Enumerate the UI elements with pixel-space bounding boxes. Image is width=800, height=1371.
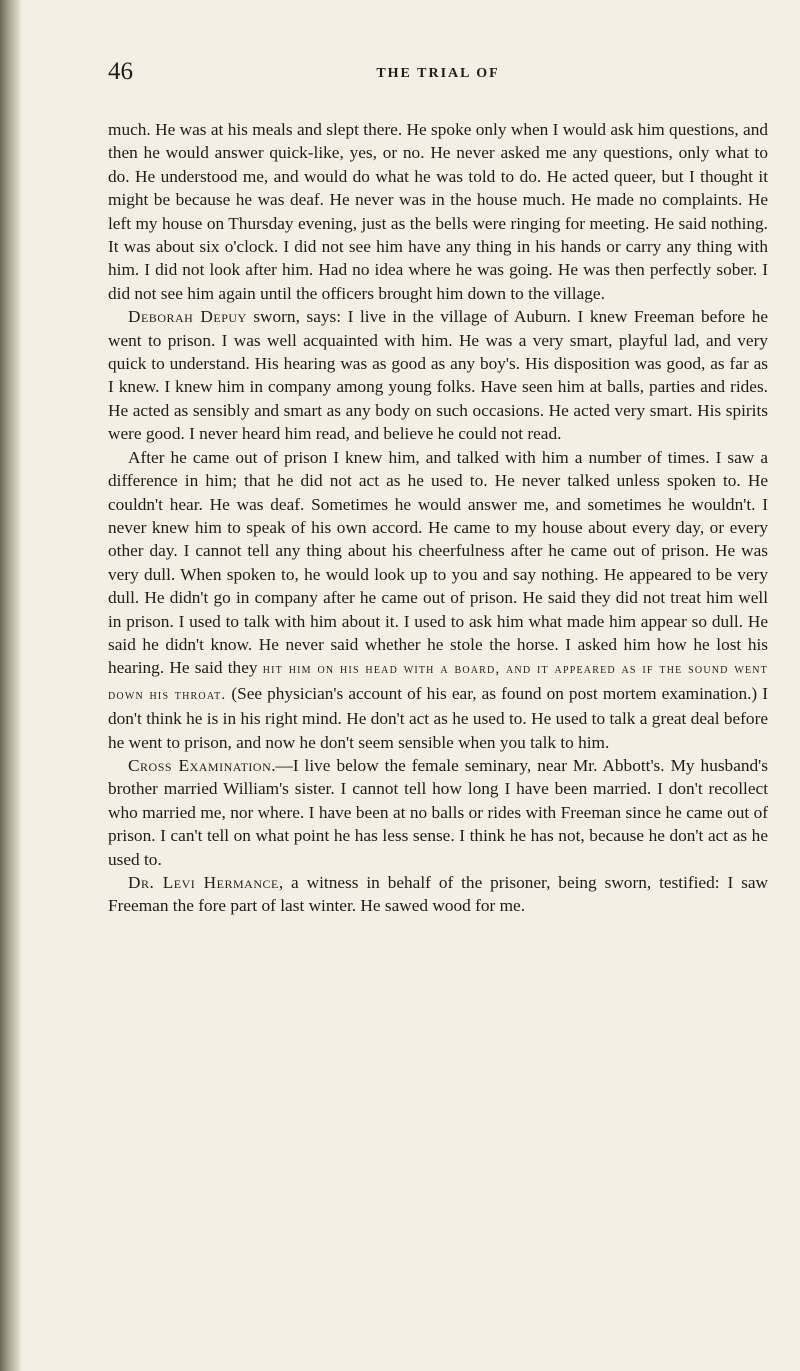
paragraph-2 [108,305,768,445]
paragraph-5-text: , a witness in behalf of the prisoner, being sworn, testified: I saw Freeman the fore part of last winter. He sawed wood for me. [108,873,768,916]
cross-examination-heading: Cross Examination [128,755,272,775]
paragraph-4-text: .—I live below the female seminary, near Mr. Abbott's. My husband's brother married William's sister. I cannot tell how long I have been married. I don't recollect who married me, nor where. I have been at no balls or rides with Freeman since he came out of prison. I can't tell on what point he has less sense. I think he has not, because he don't act as he used to. [108,755,768,869]
paragraph-4 [108,754,768,871]
body-text [108,118,768,918]
paragraph-2-text: sworn, says: I live in the village of Auburn. I knew Freeman before he went to prison. I was well acquainted with him. He was a very smart, playful lad, and very quick to understand. His hearing was as good as any boy's. His disposition was good, as far as I knew. I knew him in company among young folks. Have seen him at balls, parties and rides. He acted as sensibly and smart as any body on such occasions. He acted very smart. His spirits were good. I never heard him read, and believe he could not read. [108,307,768,444]
witness-name-levi-hermance: Dr. Levi Hermance [128,873,279,892]
paragraph-3-small-caps: hit him on his head with a board, and it appeared as if the sound went down his throat. [108,661,768,703]
paragraph-3 [108,446,768,754]
paragraph-3-text-end: (See physician's account of his ear, as found on post mortem examination.) I don't think he is in his right mind. He don't act as he used to. He used to talk a great deal before he went to prison, and now he don't seem sensible when you talk to him. [108,683,768,752]
page-header [108,58,768,92]
witness-name-deborah-depuy: Deborah Depuy [128,307,247,327]
book-binding-shadow [0,0,22,1371]
running-head: THE TRIAL OF [376,66,500,81]
paragraph-3-text-start: After he came out of prison I knew him, and talked with him a number of times. I saw a difference in him; that he did not act as he used to. He never talked unless spoken to. He couldn't hear. He was deaf. Sometimes he would answer me, and sometimes he wouldn't. I never knew him to speak of his own accord. He came to my house about every day, or every other day. I cannot tell any thing about his cheerfulness after he came out of prison. He was very dull. When spoken to, he would look up to you and say nothing. He appeared to be very dull. He didn't go in company after he came out of prison. He said they did not treat him well in prison. I used to talk with him about it. I used to ask him what made him appear so dull. He said he didn't know. He never said whether he stole the horse. I asked him how he lost his hearing. He said they [108,447,768,678]
paragraph-1: much. He was at his meals and slept there. He spoke only when I would ask him questions, and then he would answer quick-like, yes, or no. He never asked me any questions, only what to do. He understood me, and would do what he was told to do. He acted queer, but I thought it might be because he was deaf. He never was in the house much. He made no complaints. He left my house on Thursday evening, just as the bells were ringing for meeting. He said nothing. It was about six o'clock. I did not see him have any thing in his hands or carry any thing with him. I did not look after him. Had no idea where he was going. He was then perfectly sober. I did not see him again until the officers brought him down to the village. [108,120,768,303]
paragraph-5 [108,871,768,918]
book-page [108,58,768,918]
page-number: 46 [108,58,133,85]
